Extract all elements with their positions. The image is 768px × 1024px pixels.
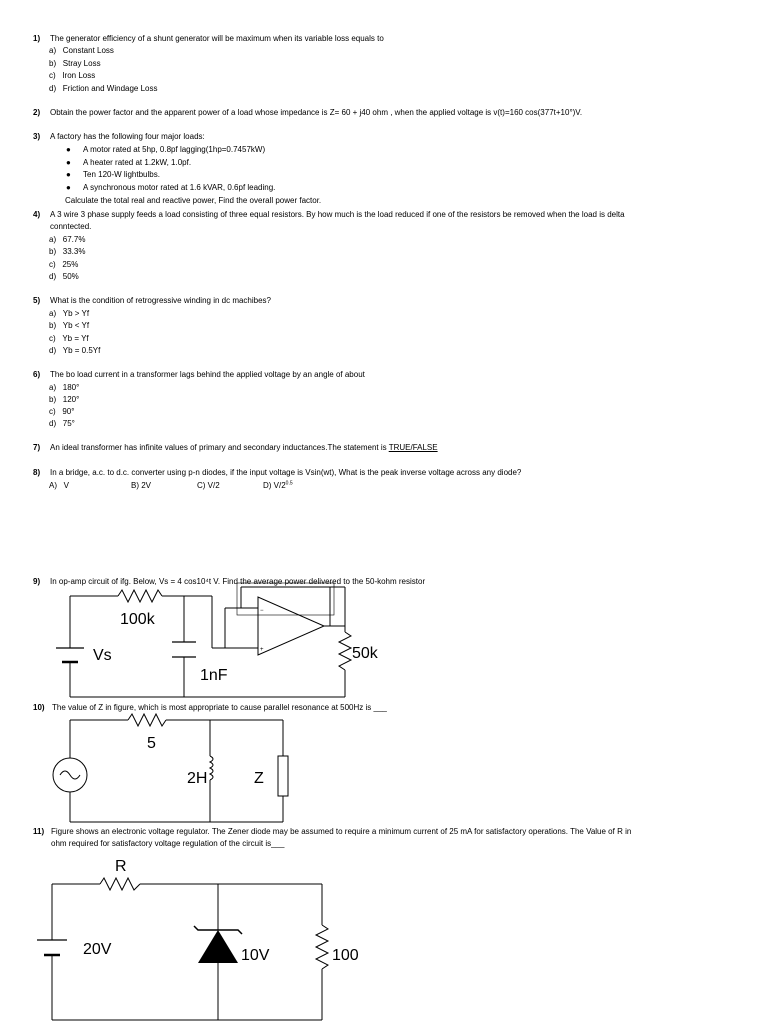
q4-text-cont: conntected. [50, 222, 92, 231]
q8-option-a: A) V [49, 481, 70, 490]
opamp-plus: + [260, 647, 264, 653]
q2-text: Obtain the power factor and the apparent power of a load whose impedance is Z= 60 + j40 ohm , when the applied voltage is v(t)=160 cos(377t+10°)V. [50, 108, 583, 117]
c10-r-label: 5 [147, 735, 156, 752]
q4-text: A 3 wire 3 phase supply feeds a load consisting of three equal resistors. By how much is the load reduced if one of the resistors be removed when the load is delta [50, 210, 625, 219]
q10-text: The value of Z in figure, which is most appropriate to cause parallel resonance at 500Hz is ___ [52, 703, 387, 712]
q3-number: 3) [33, 132, 41, 141]
q8-number: 8) [33, 468, 41, 477]
q1-text: The generator efficiency of a shunt generator will be maximum when its variable loss equals to [50, 34, 384, 43]
q4-option-a: a) 67.7% [49, 235, 86, 244]
q3-bullet-3: Ten 120-W lightbulbs. [83, 170, 160, 179]
q4-option-d: d) 50% [49, 272, 79, 281]
q8-text: In a bridge, a.c. to d.c. converter using p-n diodes, if the input voltage is Vsin(wt), What is the peak inverse voltage across any diode? [50, 468, 522, 477]
opamp-minus: − [260, 608, 264, 614]
c9-source-label: Vs [93, 647, 112, 664]
c10-z-label: Z [254, 770, 264, 787]
q4-option-c: c) 25% [49, 260, 79, 269]
q5-text: What is the condition of retrogressive winding in dc machibes? [50, 296, 271, 305]
q11-text: Figure shows an electronic voltage regulator. The Zener diode may be assumed to require a minimum current of 25 mA for satisfactory operations. The Value of R in [51, 827, 632, 836]
c9-cap-label: 1nF [200, 667, 228, 684]
q3-bullet-4: A synchronous motor rated at 1.6 kVAR, 0.6pf leading. [83, 183, 276, 192]
q6-option-a: a) 180° [49, 383, 80, 392]
q1-number: 1) [33, 34, 41, 43]
bullet-icon: ● [66, 170, 71, 179]
bullet-icon: ● [66, 145, 71, 154]
c9-r1-label: 100k [120, 611, 155, 628]
q8-option-d-text: D) V/2 [263, 481, 286, 490]
q1-option-b: b) Stray Loss [49, 59, 101, 68]
q3-bullet-2: A heater rated at 1.2kW, 1.0pf. [83, 158, 192, 167]
bullet-icon: ● [66, 158, 71, 167]
q1-option-c: c) Iron Loss [49, 71, 96, 80]
q4-option-b: b) 33.3% [49, 247, 86, 256]
q5-option-d: d) Yb = 0.5Yf [49, 346, 101, 355]
q5-option-a: a) Yb > Yf [49, 309, 90, 318]
q6-option-d: d) 75° [49, 419, 75, 428]
q3-footer: Calculate the total real and reactive power, Find the overall power factor. [65, 196, 322, 205]
c10-l-label: 2H [187, 770, 208, 787]
q1-option-d: d) Friction and Windage Loss [49, 84, 158, 93]
q7-number: 7) [33, 443, 41, 452]
q3-text: A factory has the following four major loads: [50, 132, 205, 141]
q6-option-b: b) 120° [49, 395, 80, 404]
q9-number: 9) [33, 577, 41, 586]
q3-bullet-1: A motor rated at 5hp, 0.8pf lagging(1hp=0.7457kW) [83, 145, 266, 154]
q1-option-a: a) Constant Loss [49, 46, 114, 55]
q7-text-body: An ideal transformer has infinite values of primary and secondary inductances.The statement is [50, 443, 387, 452]
q8-option-b: B) 2V [131, 481, 152, 490]
q4-number: 4) [33, 210, 41, 219]
c11-load-label: 100 [332, 947, 359, 964]
bullet-icon: ● [66, 183, 71, 192]
q5-option-c: c) Yb = Yf [49, 334, 89, 343]
q6-number: 6) [33, 370, 41, 379]
c11-source-label: 20V [83, 941, 112, 958]
q2-number: 2) [33, 108, 41, 117]
q11-number: 11) [33, 827, 45, 836]
c11-r-label: R [115, 858, 127, 875]
q10-number: 10) [33, 703, 45, 712]
q5-number: 5) [33, 296, 41, 305]
q7-answer: TRUE/FALSE [388, 443, 438, 452]
q9-text: In op-amp circuit of ifg. Below, Vs = 4 cos10⁴t V. Find the average power delivered to the 50-kohm resistor [50, 577, 426, 586]
q6-text: The bo load current in a transformer lags behind the applied voltage by an angle of about [50, 370, 365, 379]
q8-option-c: C) V/2 [197, 481, 220, 490]
q6-option-c: c) 90° [49, 407, 75, 416]
c11-zener-label: 10V [241, 947, 270, 964]
q5-option-b: b) Yb < Yf [49, 321, 90, 330]
c9-r2-label: 50k [352, 645, 378, 662]
q11-text-cont: ohm required for satisfactory voltage regulation of the circuit is___ [51, 839, 285, 848]
q8-option-d-exponent: 0.5 [285, 480, 293, 487]
